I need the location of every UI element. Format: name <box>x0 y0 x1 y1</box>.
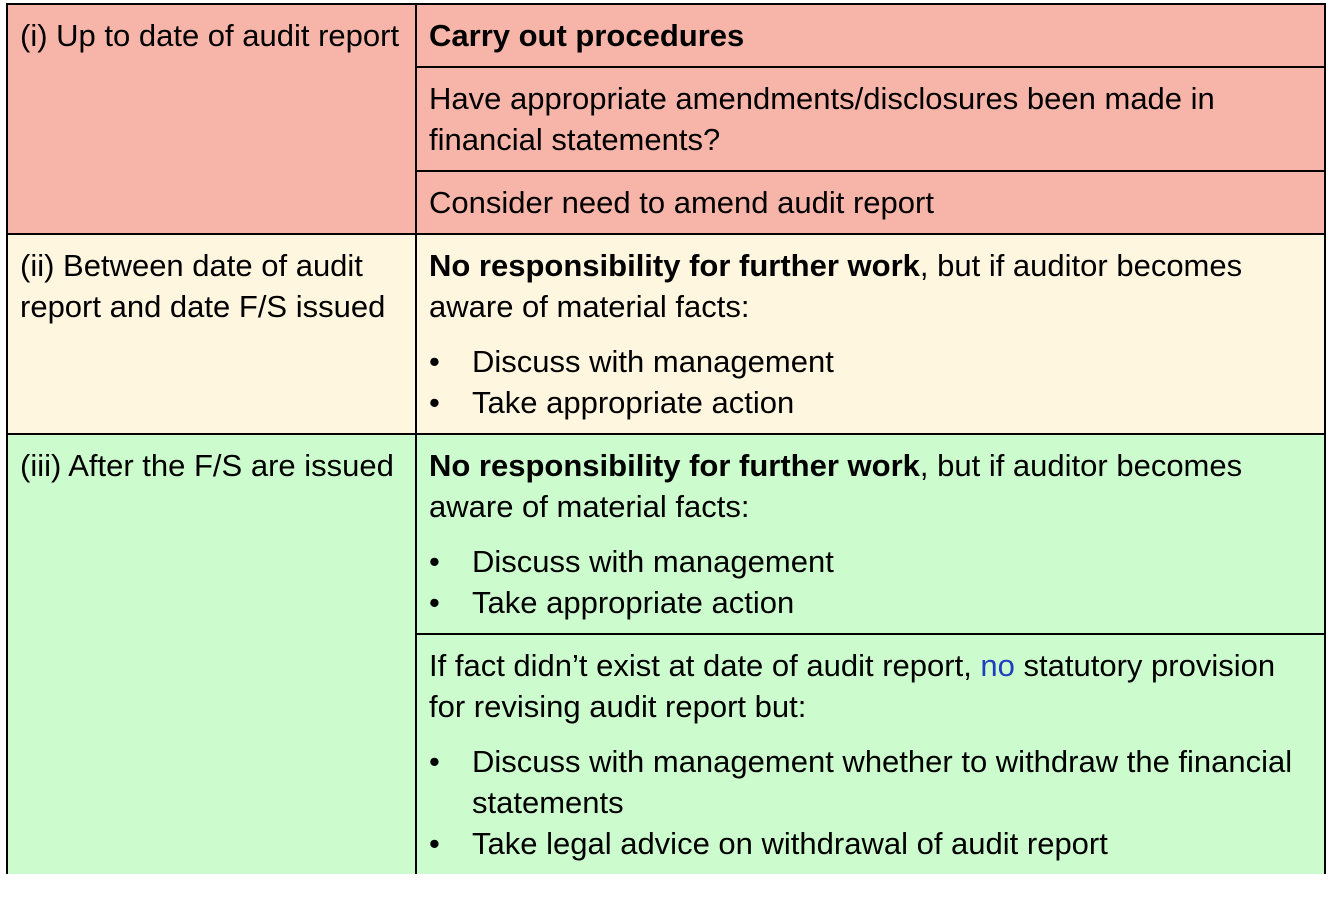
list-item <box>429 341 1314 382</box>
row-ii-bold: No responsibility for further work <box>429 248 920 283</box>
bullet-icon: • <box>429 585 440 620</box>
row-iii-cell-2 <box>416 634 1325 874</box>
list-item <box>429 541 1314 582</box>
row-i-cell-3: Consider need to amend audit report <box>416 171 1325 234</box>
bullet-icon: • <box>429 544 440 579</box>
table-row-i <box>7 4 1325 67</box>
bullet-icon: • <box>429 344 440 379</box>
row-i-heading: Carry out procedures <box>429 18 745 53</box>
bullet-text: Discuss with management <box>472 544 834 579</box>
row-ii-cell-1 <box>416 234 1325 434</box>
bullet-text: Take appropriate action <box>472 385 795 420</box>
bullet-icon: • <box>429 826 440 861</box>
row-ii-label: (ii) Between date of audit report and date F/S issued <box>7 234 416 434</box>
row-iii-cell-1 <box>416 434 1325 634</box>
row-i-cell-2: Have appropriate amendments/disclosures been made in financial statements? <box>416 67 1325 171</box>
row-iii-text-after: statutory provision for revising audit report but: <box>429 648 1276 724</box>
row-i-label: (i) Up to date of audit report <box>7 4 416 234</box>
bullet-text: Take legal advice on withdrawal of audit report <box>472 826 1108 861</box>
list-item <box>429 382 1314 423</box>
row-iii-bullet-list-1 <box>429 541 1314 623</box>
bullet-text: Take appropriate action <box>472 585 795 620</box>
bullet-icon: • <box>429 744 440 779</box>
table-row-ii <box>7 234 1325 434</box>
row-iii-text: , but if auditor becomes aware of material facts: <box>429 448 1243 524</box>
list-item <box>429 823 1314 864</box>
row-i-cell-1 <box>416 4 1325 67</box>
row-iii-bullet-list-2 <box>429 741 1314 864</box>
row-iii-text-before: If fact didn’t exist at date of audit report, <box>429 648 981 683</box>
row-iii-label: (iii) After the F/S are issued <box>7 434 416 874</box>
highlight-word: no <box>980 648 1015 683</box>
row-ii-text: , but if auditor becomes aware of material facts: <box>429 248 1243 324</box>
audit-table <box>6 3 1326 874</box>
bullet-icon: • <box>429 385 440 420</box>
table-row-iii <box>7 434 1325 634</box>
events-after-reporting-table <box>6 3 1324 874</box>
list-item <box>429 741 1314 823</box>
row-ii-bullet-list <box>429 341 1314 423</box>
row-iii-bold: No responsibility for further work <box>429 448 920 483</box>
list-item <box>429 582 1314 623</box>
bullet-text: Discuss with management whether to withdraw the financial statements <box>472 744 1293 820</box>
bullet-text: Discuss with management <box>472 344 834 379</box>
